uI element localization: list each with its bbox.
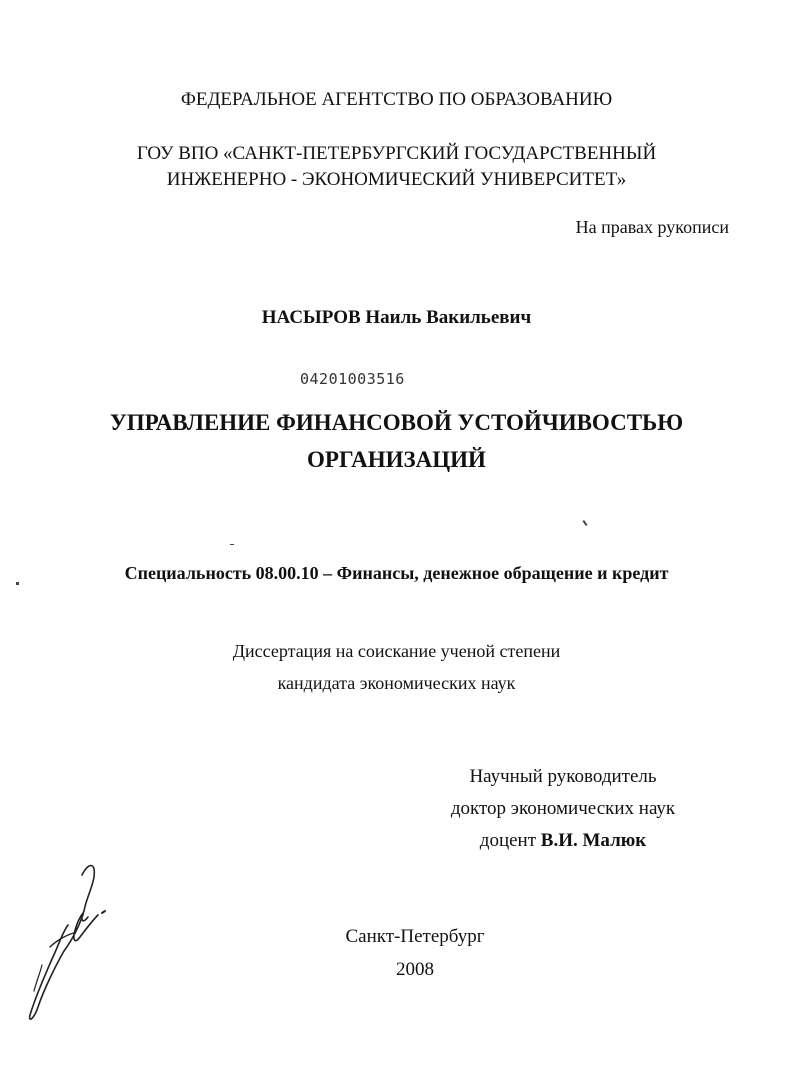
archive-number: 04201003516: [300, 370, 405, 388]
supervisor-degree: доктор экономических наук: [450, 798, 676, 819]
scan-speck: [582, 520, 587, 526]
manuscript-note: На правах рукописи: [575, 217, 729, 237]
university-line-1: ГОУ ВПО «САНКТ-ПЕТЕРБУРГСКИЙ ГОСУДАРСТВЕННЫЙ: [136, 143, 657, 164]
scan-speck: [16, 582, 19, 585]
supervisor-name: В.И. Малюк: [540, 830, 647, 851]
author-name: НАСЫРОВ Наиль Вакильевич: [261, 307, 532, 328]
degree-line-1: Диссертация на соискание ученой степени: [232, 641, 561, 661]
supervisor-rank: доцент: [479, 830, 537, 851]
university-line-2: ИНЖЕНЕРНО - ЭКОНОМИЧЕСКИЙ УНИВЕРСИТЕТ»: [166, 169, 627, 190]
supervisor-role: Научный руководитель: [469, 766, 657, 787]
city: Санкт-Петербург: [345, 926, 485, 947]
scan-speck: [230, 544, 234, 545]
degree-line-2: кандидата экономических наук: [277, 673, 516, 693]
title-line-1: УПРАВЛЕНИЕ ФИНАНСОВОЙ УСТОЙЧИВОСТЬЮ: [109, 410, 684, 435]
specialty: Специальность 08.00.10 – Финансы, денежное обращение и кредит: [124, 563, 669, 583]
agency-title: ФЕДЕРАЛЬНОЕ АГЕНТСТВО ПО ОБРАЗОВАНИЮ: [180, 89, 613, 110]
year: 2008: [396, 959, 434, 980]
title-line-2: ОРГАНИЗАЦИЙ: [307, 447, 486, 472]
handwritten-signature: [22, 855, 122, 1030]
supervisor-line: [368, 829, 758, 853]
